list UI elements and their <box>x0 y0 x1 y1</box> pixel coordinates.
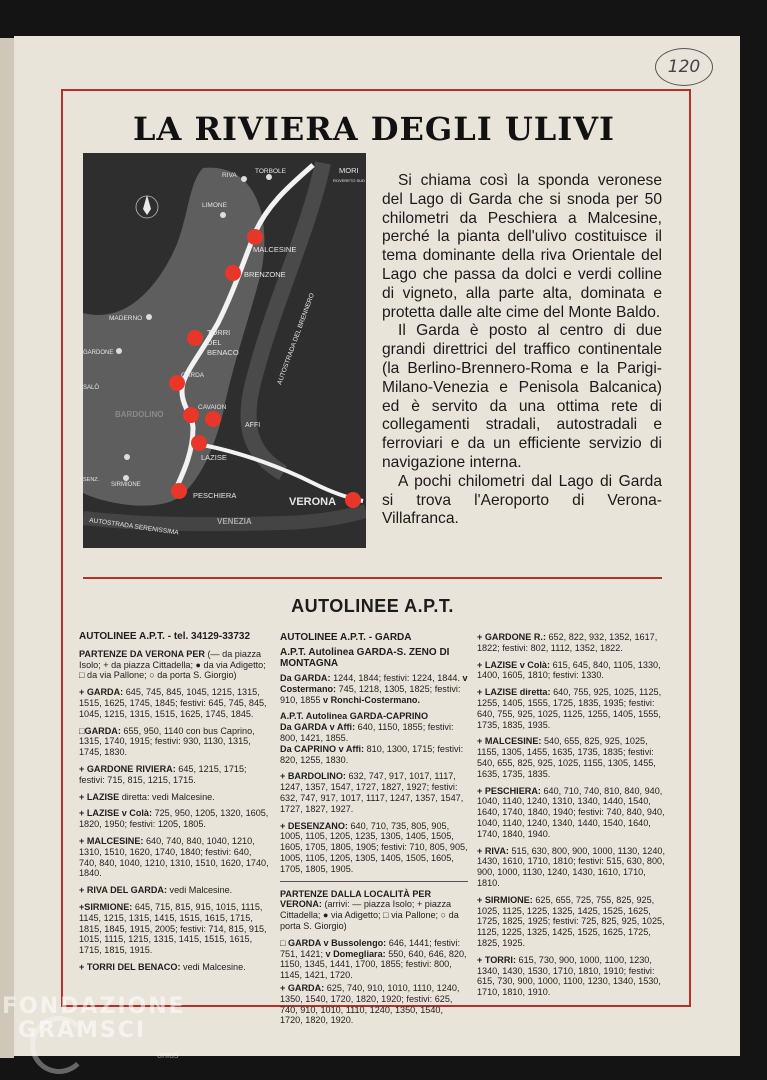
stop-lazise <box>191 435 207 451</box>
timetable-entry: + PESCHIERA: 640, 710, 740, 810, 840, 940, 1040, 1140, 1240, 1310, 1340, 1440, 1540, 1640, 1740, 1840, 1940; festivi: 740, 840, 940, 1040, 1140, 1240, 1340, 1440, 1540, 1640, 1740, 1840, 1940. <box>477 785 665 839</box>
timetable-column-1 <box>79 632 269 979</box>
label-autostrada-brennero: AUTOSTRADA DEL BRENNERO <box>276 292 316 386</box>
timetable-entry: + RIVA DEL GARDA: vedi Malcesine. <box>79 885 233 896</box>
label-brenzone: BRENZONE <box>244 270 286 279</box>
stop-cavaion <box>205 411 221 427</box>
label-desenzano: SENZ. <box>83 477 100 483</box>
label-sirmione: SIRMIONE <box>111 482 141 488</box>
scan-edge <box>0 38 14 1058</box>
label-torri-benaco: BENACO <box>207 348 239 357</box>
stop-verona <box>345 492 361 508</box>
town-maderno-dot <box>146 314 152 320</box>
stop-brenzone <box>225 265 241 281</box>
stop-malcesine <box>247 229 263 245</box>
label-venezia: VENEZIA <box>217 517 252 526</box>
timetable-entry: + TORRI DEL BENACO: vedi Malcesine. <box>79 961 246 972</box>
label-salo: SALÒ <box>83 385 100 391</box>
town-desenzano-dot <box>124 454 130 460</box>
departures-note: PARTENZE DA VERONA PER (— da piazza Isolo; + da piazza Cittadella; ● da via Adigetto; □ da via Pallone; ○ da porta S. Giorgio) <box>79 648 266 681</box>
label-affi: AFFI <box>245 422 261 429</box>
label-malcesine: MALCESINE <box>253 245 297 254</box>
timetable-entry: + GARDONE RIVIERA: 645, 1215, 1715; festivi: 715, 815, 1215, 1715. <box>79 763 247 785</box>
stop-peschiera <box>171 483 187 499</box>
timetable-entry: + SIRMIONE: 625, 655, 725, 755, 825, 925, 1025, 1125, 1225, 1325, 1425, 1525, 1625, 1725, 1825, 1925; festivi: 725, 825, 925, 1025, 1125, 1225, 1325, 1425, 1525, 1625, 1725, 1825, 1925. <box>477 894 665 948</box>
timetable-column-2 <box>280 632 468 1032</box>
label-garda: GARDA <box>181 372 205 379</box>
label-limone: LIMONE <box>202 202 227 209</box>
timetable-column-3 <box>477 632 667 1004</box>
timetable-entry: + GARDA: 645, 745, 845, 1045, 1215, 1315, 1515, 1625, 1745, 1845; festivi: 645, 745, 845, 1045, 1215, 1315, 1515, 1625, 1745, 1845. <box>79 687 267 719</box>
town-gardone-dot <box>116 348 122 354</box>
timetable-entry: □ GARDA v Bussolengo: 646, 1441; festivi: 751, 1421; v Domegliara: 550, 640, 646, 820, 1150, 1345, 1441, 1700, 1855; festivi: 800, 1145, 1421, 1720. <box>280 937 467 981</box>
label-verona: VERONA <box>289 496 337 508</box>
watermark-sub: onlus <box>157 1050 179 1060</box>
label-maderno: MADERNO <box>109 315 143 322</box>
column-heading: AUTOLINEE A.P.T. - GARDA <box>280 632 412 643</box>
timetable-entry: Da GARDA: 1244, 1844; festivi: 1224, 1844. v Costermano: 745, 1218, 1305, 1825; festivi: 910, 1855 v Ronchi-Costermano. <box>280 673 468 705</box>
label-mori: MORI <box>339 166 359 175</box>
stop-torri <box>187 330 203 346</box>
timetable-entry: + TORRI: 615, 730, 900, 1000, 1100, 1230, 1340, 1430, 1530, 1710, 1810, 1910; festivi: 615, 730, 900, 1000, 1100, 1230, 1340, 1530, 1710, 1810, 1910. <box>477 954 661 998</box>
intro-paragraph-1: Si chiama così la sponda veronese del Lago di Garda che si snoda per 50 chilometri da Peschiera a Malcesine, perché la pianta dell'ulivo costituisce il tema dominante della riva Orientale del Lago che passa da dolci e verdi colline di vigneto, alla parte alta, dominata e protetta dalle alte cime del Monte Baldo. <box>382 172 662 321</box>
stop-bardolino <box>183 407 199 423</box>
label-torri-del: DEL <box>207 338 222 347</box>
timetable-entry: + RIVA: 515, 630, 800, 900, 1000, 1130, 1240, 1430, 1610, 1710, 1810; festivi: 515, 630, 800, 900, 1000, 1130, 1240, 1430, 1610, 1710, 1810. <box>477 845 666 888</box>
timetable-entry: + LAZISE v Colà: 725, 950, 1205, 1320, 1605, 1820, 1950; festivi: 1205, 1805. <box>79 808 269 830</box>
watermark <box>2 995 186 1043</box>
timetable-entry: + BARDOLINO: 632, 747, 917, 1017, 1117, 1247, 1357, 1547, 1727, 1827, 1927; festivi: 632, 747, 917, 1017, 1117, 1247, 1357, 1547, 1727, 1827, 1927. <box>280 771 464 814</box>
town-sirmione-dot <box>123 475 129 481</box>
timetable-entry: + DESENZANO: 640, 710, 735, 805, 905, 1005, 1105, 1205, 1235, 1305, 1405, 1505, 1605, 1705, 1805, 1905; festivi: 710, 805, 905, 1005, 1105, 1205, 1305, 1405, 1505, 1605, 1705, 1805, 1905. <box>280 820 468 874</box>
town-riva-dot <box>241 176 247 182</box>
label-torbole: TORBOLE <box>255 168 286 175</box>
timetable-entry: + MALCESINE: 640, 740, 840, 1040, 1210, 1310, 1510, 1620, 1740, 1840; festivi: 640, 740, 840, 1040, 1210, 1310, 1510, 1620, 1740, 1840. <box>79 835 269 879</box>
label-rovereto: ROVERETO SUD <box>333 178 365 183</box>
watermark-line-1: FONDAZIONE <box>2 994 186 1019</box>
label-gardone: GARDONE <box>83 350 114 356</box>
lake-garda-map <box>83 153 366 548</box>
intro-text <box>382 172 662 529</box>
timetable-entry: +SIRMIONE: 645, 715, 815, 915, 1015, 1115, 1145, 1215, 1315, 1415, 1515, 1615, 1715, 1815, 1845, 1915, 2005; festivi: 714, 815, 915, 1015, 1115, 1215, 1315, 1415, 1515, 1615, 1715, 1815, 1915. <box>79 901 267 956</box>
timetable-entry: + LAZISE diretta: vedi Malcesine. <box>79 791 215 802</box>
label-cavaion: CAVAION <box>198 404 227 411</box>
intro-paragraph-2: Il Garda è posto al centro di due grandi direttrici del traffico continentale (la Berlino-Brennero-Roma e la Parigi-Milano-Venezia e Penisola Balcanica) ed è servito da una ottima rete di collegamenti stradali, autostradali e ferroviari e da un efficiente servizio di navigazione interna. <box>382 322 662 471</box>
section-title: AUTOLINEE A.P.T. <box>291 596 454 616</box>
timetable-entry: □GARDA: 655, 950, 1140 con bus Caprino, 1315, 1740, 1915; festivi: 930, 1130, 1315, 1745, 1830. <box>79 725 255 758</box>
label-riva: RIVA <box>222 172 237 179</box>
label-lazise: LAZISE <box>201 453 227 462</box>
label-peschiera: PESCHIERA <box>193 491 237 500</box>
section-divider <box>83 577 662 579</box>
label-bardolino: BARDOLINO <box>115 410 164 419</box>
timetable-entry: + GARDONE R.: 652, 822, 932, 1352, 1617, 1822; festivi: 802, 1112, 1352, 1822. <box>477 632 658 653</box>
timetable-entry: + LAZISE v Colà: 615, 645, 840, 1105, 1330, 1400, 1605, 1810; festivi: 1330. <box>477 659 661 681</box>
headline: LA RIVIERA DEGLI ULIVI <box>132 110 616 148</box>
column-heading: AUTOLINEE A.P.T. - tel. 34129-33732 <box>79 631 251 642</box>
departures-note: PARTENZE DALLA LOCALITÀ PER VERONA: (arrivi: — piazza Isolo; + piazza Cittadella; ● via Adigetto; □ via Pallone; ○ da porta S. Giorgio) <box>280 888 459 931</box>
town-limone-dot <box>220 212 226 218</box>
label-autostrada-serenissima: AUTOSTRADA SERENISSIMA <box>88 517 180 537</box>
watermark-line-2: GRAMSCI <box>18 1018 147 1043</box>
map-svg <box>83 153 366 548</box>
line-heading: A.P.T. Autolinea GARDA-CAPRINO Da GARDA v Affi: 640, 1150, 1855; festivi: 800, 1421, 1855. Da CAPRINO v Affi: 810, 1300, 1715; festivi: 820, 1255, 1830. <box>280 711 464 765</box>
column-rule <box>280 881 468 882</box>
intro-paragraph-3: A pochi chilometri dal Lago di Garda si trova l'Aeroporto di Verona-Villafranca. <box>382 472 662 528</box>
timetable-entry: + MALCESINE: 540, 655, 825, 925, 1025, 1155, 1305, 1455, 1635, 1735, 1835; festivi: 540, 655, 825, 925, 1025, 1155, 1305, 1455, 1635, 1735, 1835. <box>477 736 656 779</box>
timetable-entry: + GARDA: 625, 740, 910, 1010, 1110, 1240, 1350, 1540, 1720, 1820, 1920; festivi: 625, 740, 910, 1010, 1110, 1240, 1350, 1540, 1720, 1820, 1920. <box>280 982 460 1026</box>
label-torri: TORRI <box>207 328 231 337</box>
timetable-entry: + LAZISE diretta: 640, 755, 925, 1025, 1125, 1255, 1405, 1555, 1725, 1835, 1935; festivi: 640, 755, 925, 1025, 1125, 1255, 1405, 1555, 1735, 1835, 1935. <box>477 687 662 730</box>
page-number: 120 <box>655 48 713 86</box>
line-heading: A.P.T. Autolinea GARDA-S. ZENO DI MONTAGNA <box>280 647 450 669</box>
page <box>14 36 740 1056</box>
